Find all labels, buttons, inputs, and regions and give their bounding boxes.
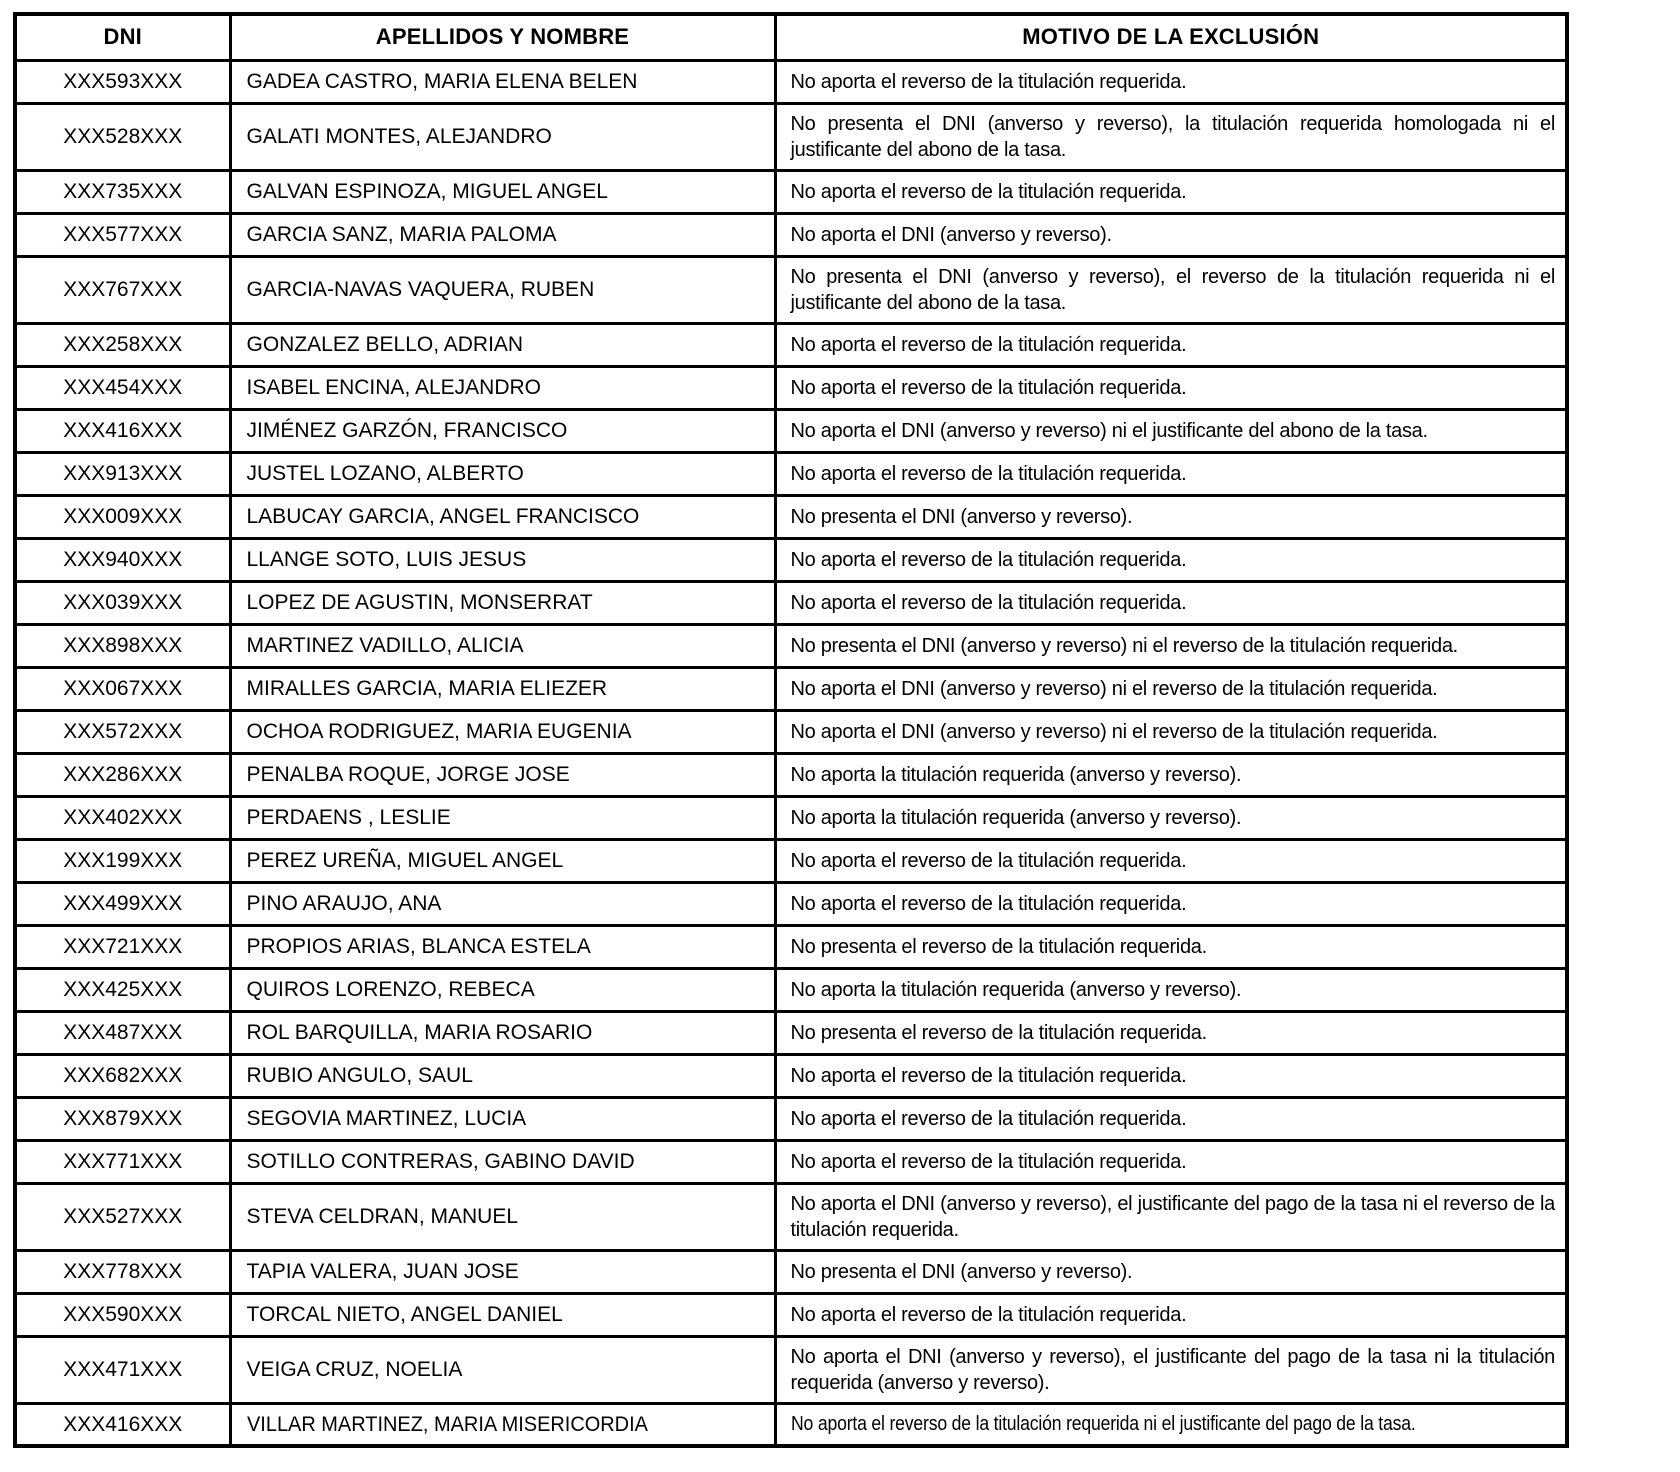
table-row bbox=[15, 452, 1567, 495]
motivo-text: No presenta el DNI (anverso y reverso), la titulación requerida homologada ni el justificante del abono de la tasa. bbox=[790, 112, 1555, 161]
table-row bbox=[15, 538, 1567, 581]
table-row bbox=[15, 839, 1567, 882]
name-cell bbox=[230, 1336, 775, 1403]
motivo-cell bbox=[775, 882, 1567, 925]
motivo-text: No aporta el reverso de la titulación requerida ni el justificante del pago de la tasa. bbox=[790, 1413, 1416, 1436]
motivo-cell bbox=[775, 1403, 1567, 1446]
motivo-cell bbox=[775, 1011, 1567, 1054]
name-text: TAPIA VALERA, JUAN JOSE bbox=[246, 1260, 519, 1283]
name-cell bbox=[230, 1293, 775, 1336]
motivo-text: No aporta el reverso de la titulación requerida. bbox=[790, 849, 1187, 872]
name-text: VEIGA CRUZ, NOELIA bbox=[246, 1358, 463, 1381]
name-text: ISABEL ENCINA, ALEJANDRO bbox=[246, 376, 541, 399]
table-row bbox=[15, 581, 1567, 624]
name-cell bbox=[230, 538, 775, 581]
dni-cell: XXX682XXX bbox=[15, 1054, 230, 1097]
motivo-cell bbox=[775, 667, 1567, 710]
motivo-cell bbox=[775, 103, 1567, 170]
name-cell bbox=[230, 968, 775, 1011]
motivo-cell bbox=[775, 796, 1567, 839]
motivo-cell bbox=[775, 710, 1567, 753]
dni-cell: XXX425XXX bbox=[15, 968, 230, 1011]
dni-cell: XXX721XXX bbox=[15, 925, 230, 968]
table-row bbox=[15, 882, 1567, 925]
dni-cell: XXX913XXX bbox=[15, 452, 230, 495]
dni-cell: XXX416XXX bbox=[15, 409, 230, 452]
name-text: JIMÉNEZ GARZÓN, FRANCISCO bbox=[246, 419, 568, 442]
name-cell bbox=[230, 409, 775, 452]
dni-cell: XXX487XXX bbox=[15, 1011, 230, 1054]
table-row bbox=[15, 323, 1567, 366]
table-row bbox=[15, 366, 1567, 409]
name-cell bbox=[230, 925, 775, 968]
table-header bbox=[15, 14, 1567, 60]
name-text: PENALBA ROQUE, JORGE JOSE bbox=[246, 763, 570, 786]
name-cell bbox=[230, 667, 775, 710]
table-row bbox=[15, 1011, 1567, 1054]
motivo-text: No aporta el DNI (anverso y reverso) ni el reverso de la titulación requerida. bbox=[790, 677, 1438, 700]
name-cell bbox=[230, 710, 775, 753]
motivo-cell bbox=[775, 581, 1567, 624]
name-cell bbox=[230, 1097, 775, 1140]
name-cell bbox=[230, 1183, 775, 1250]
name-text: GARCIA-NAVAS VAQUERA, RUBEN bbox=[246, 278, 595, 301]
name-text: PINO ARAUJO, ANA bbox=[246, 892, 442, 915]
name-cell bbox=[230, 452, 775, 495]
name-text: LOPEZ DE AGUSTIN, MONSERRAT bbox=[246, 591, 593, 614]
dni-cell: XXX286XXX bbox=[15, 753, 230, 796]
name-cell bbox=[230, 624, 775, 667]
table-row bbox=[15, 1183, 1567, 1250]
motivo-text: No aporta el reverso de la titulación requerida. bbox=[790, 892, 1187, 915]
table-header-row bbox=[15, 14, 1567, 60]
motivo-cell bbox=[775, 366, 1567, 409]
name-cell bbox=[230, 1250, 775, 1293]
motivo-text: No aporta el reverso de la titulación requerida. bbox=[790, 376, 1187, 399]
table-row bbox=[15, 103, 1567, 170]
name-text: QUIROS LORENZO, REBECA bbox=[246, 978, 535, 1001]
name-text: MARTINEZ VADILLO, ALICIA bbox=[246, 634, 524, 657]
column-header-dni: DNI bbox=[15, 14, 230, 60]
motivo-text: No aporta el reverso de la titulación requerida. bbox=[790, 548, 1187, 571]
motivo-text: No aporta el reverso de la titulación requerida. bbox=[790, 591, 1187, 614]
motivo-text: No aporta el DNI (anverso y reverso) ni el reverso de la titulación requerida. bbox=[790, 720, 1438, 743]
dni-cell: XXX199XXX bbox=[15, 839, 230, 882]
motivo-text: No aporta el reverso de la titulación requerida. bbox=[790, 1064, 1187, 1087]
dni-cell: XXX940XXX bbox=[15, 538, 230, 581]
name-text: OCHOA RODRIGUEZ, MARIA EUGENIA bbox=[246, 720, 632, 743]
motivo-text: No aporta el reverso de la titulación requerida. bbox=[790, 180, 1187, 203]
motivo-text: No aporta la titulación requerida (anverso y reverso). bbox=[790, 806, 1242, 829]
name-cell bbox=[230, 753, 775, 796]
motivo-cell bbox=[775, 1054, 1567, 1097]
motivo-cell bbox=[775, 1250, 1567, 1293]
dni-cell: XXX898XXX bbox=[15, 624, 230, 667]
name-cell bbox=[230, 366, 775, 409]
name-text: JUSTEL LOZANO, ALBERTO bbox=[246, 462, 524, 485]
name-cell bbox=[230, 60, 775, 103]
table-row bbox=[15, 968, 1567, 1011]
name-cell bbox=[230, 256, 775, 323]
name-text: PROPIOS ARIAS, BLANCA ESTELA bbox=[246, 935, 591, 958]
name-text: GALATI MONTES, ALEJANDRO bbox=[246, 125, 552, 148]
name-text: VILLAR MARTINEZ, MARIA MISERICORDIA bbox=[246, 1412, 648, 1436]
table-row bbox=[15, 624, 1567, 667]
table-row bbox=[15, 170, 1567, 213]
name-cell bbox=[230, 1140, 775, 1183]
name-cell bbox=[230, 323, 775, 366]
motivo-cell bbox=[775, 624, 1567, 667]
dni-cell: XXX039XXX bbox=[15, 581, 230, 624]
table-row bbox=[15, 796, 1567, 839]
motivo-cell bbox=[775, 1183, 1567, 1250]
table-row bbox=[15, 1097, 1567, 1140]
table-row bbox=[15, 753, 1567, 796]
name-text: GONZALEZ BELLO, ADRIAN bbox=[246, 333, 524, 356]
motivo-cell bbox=[775, 213, 1567, 256]
dni-cell: XXX527XXX bbox=[15, 1183, 230, 1250]
motivo-cell bbox=[775, 1097, 1567, 1140]
motivo-cell bbox=[775, 968, 1567, 1011]
table-body bbox=[15, 60, 1567, 1446]
motivo-text: No aporta el reverso de la titulación requerida. bbox=[790, 1107, 1187, 1130]
motivo-text: No aporta el reverso de la titulación requerida. bbox=[790, 462, 1187, 485]
name-cell bbox=[230, 1011, 775, 1054]
name-cell bbox=[230, 882, 775, 925]
motivo-cell bbox=[775, 839, 1567, 882]
name-text: TORCAL NIETO, ANGEL DANIEL bbox=[246, 1303, 563, 1326]
dni-cell: XXX572XXX bbox=[15, 710, 230, 753]
column-header-motivo-exclusion: MOTIVO DE LA EXCLUSIÓN bbox=[775, 14, 1567, 60]
table-row bbox=[15, 667, 1567, 710]
dni-cell: XXX735XXX bbox=[15, 170, 230, 213]
motivo-text: No aporta el reverso de la titulación requerida. bbox=[790, 1303, 1187, 1326]
column-header-apellidos-nombre: APELLIDOS Y NOMBRE bbox=[230, 14, 775, 60]
motivo-text: No presenta el DNI (anverso y reverso). bbox=[790, 1260, 1133, 1283]
motivo-text: No aporta la titulación requerida (anverso y reverso). bbox=[790, 763, 1242, 786]
name-text: MIRALLES GARCIA, MARIA ELIEZER bbox=[246, 677, 608, 700]
motivo-cell bbox=[775, 60, 1567, 103]
motivo-text: No aporta el DNI (anverso y reverso) ni el justificante del abono de la tasa. bbox=[790, 419, 1428, 442]
name-text: LABUCAY GARCIA, ANGEL FRANCISCO bbox=[246, 505, 640, 528]
name-cell bbox=[230, 1054, 775, 1097]
table-row bbox=[15, 1140, 1567, 1183]
motivo-text: No aporta el reverso de la titulación requerida. bbox=[790, 70, 1187, 93]
name-cell bbox=[230, 839, 775, 882]
name-cell bbox=[230, 581, 775, 624]
table-row bbox=[15, 495, 1567, 538]
dni-cell: XXX454XXX bbox=[15, 366, 230, 409]
name-text: LLANGE SOTO, LUIS JESUS bbox=[246, 548, 527, 571]
motivo-cell bbox=[775, 170, 1567, 213]
name-cell bbox=[230, 796, 775, 839]
motivo-text: No presenta el DNI (anverso y reverso), el reverso de la titulación requerida ni el justificante del abono de la tasa. bbox=[790, 265, 1555, 314]
name-text: GADEA CASTRO, MARIA ELENA BELEN bbox=[246, 70, 638, 93]
name-cell bbox=[230, 103, 775, 170]
motivo-text: No aporta el DNI (anverso y reverso), el justificante del pago de la tasa ni el reverso de la titulación requerida. bbox=[790, 1192, 1555, 1241]
table-row bbox=[15, 1403, 1567, 1446]
dni-cell: XXX577XXX bbox=[15, 213, 230, 256]
dni-cell: XXX402XXX bbox=[15, 796, 230, 839]
motivo-text: No aporta el DNI (anverso y reverso). bbox=[790, 223, 1112, 246]
dni-cell: XXX879XXX bbox=[15, 1097, 230, 1140]
dni-cell: XXX771XXX bbox=[15, 1140, 230, 1183]
table-row bbox=[15, 409, 1567, 452]
name-text: PEREZ UREÑA, MIGUEL ANGEL bbox=[246, 849, 564, 872]
dni-cell: XXX009XXX bbox=[15, 495, 230, 538]
motivo-text: No aporta el DNI (anverso y reverso), el justificante del pago de la tasa ni la titulación requerida (anverso y reverso). bbox=[790, 1345, 1555, 1394]
motivo-cell bbox=[775, 538, 1567, 581]
table-row bbox=[15, 1054, 1567, 1097]
table-row bbox=[15, 213, 1567, 256]
motivo-text: No aporta el reverso de la titulación requerida. bbox=[790, 1150, 1187, 1173]
motivo-text: No presenta el DNI (anverso y reverso). bbox=[790, 505, 1133, 528]
name-text: SEGOVIA MARTINEZ, LUCIA bbox=[246, 1107, 527, 1130]
dni-cell: XXX258XXX bbox=[15, 323, 230, 366]
table-row bbox=[15, 60, 1567, 103]
motivo-text: No presenta el reverso de la titulación requerida. bbox=[790, 1021, 1207, 1044]
name-text: STEVA CELDRAN, MANUEL bbox=[246, 1205, 519, 1228]
name-text: GALVAN ESPINOZA, MIGUEL ANGEL bbox=[246, 180, 608, 203]
dni-cell: XXX593XXX bbox=[15, 60, 230, 103]
table-row bbox=[15, 256, 1567, 323]
table-row bbox=[15, 1336, 1567, 1403]
name-text: PERDAENS , LESLIE bbox=[246, 806, 451, 829]
motivo-text: No presenta el reverso de la titulación requerida. bbox=[790, 935, 1207, 958]
name-cell bbox=[230, 213, 775, 256]
table-row bbox=[15, 1250, 1567, 1293]
name-cell bbox=[230, 170, 775, 213]
motivo-text: No aporta la titulación requerida (anverso y reverso). bbox=[790, 978, 1242, 1001]
name-text: GARCIA SANZ, MARIA PALOMA bbox=[246, 223, 557, 246]
table-row bbox=[15, 925, 1567, 968]
dni-cell: XXX528XXX bbox=[15, 103, 230, 170]
motivo-text: No aporta el reverso de la titulación requerida. bbox=[790, 333, 1187, 356]
motivo-cell bbox=[775, 323, 1567, 366]
name-text: SOTILLO CONTRERAS, GABINO DAVID bbox=[246, 1150, 635, 1173]
name-text: ROL BARQUILLA, MARIA ROSARIO bbox=[246, 1021, 593, 1044]
motivo-cell bbox=[775, 256, 1567, 323]
name-cell bbox=[230, 495, 775, 538]
motivo-text: No presenta el DNI (anverso y reverso) ni el reverso de la titulación requerida. bbox=[790, 634, 1458, 657]
motivo-cell bbox=[775, 1293, 1567, 1336]
dni-cell: XXX767XXX bbox=[15, 256, 230, 323]
motivo-cell bbox=[775, 452, 1567, 495]
motivo-cell bbox=[775, 925, 1567, 968]
name-text: RUBIO ANGULO, SAUL bbox=[246, 1064, 473, 1087]
motivo-cell bbox=[775, 409, 1567, 452]
motivo-cell bbox=[775, 495, 1567, 538]
table-row bbox=[15, 710, 1567, 753]
dni-cell: XXX499XXX bbox=[15, 882, 230, 925]
exclusion-table bbox=[13, 12, 1569, 1448]
dni-cell: XXX590XXX bbox=[15, 1293, 230, 1336]
motivo-cell bbox=[775, 1336, 1567, 1403]
dni-cell: XXX471XXX bbox=[15, 1336, 230, 1403]
motivo-cell bbox=[775, 1140, 1567, 1183]
name-cell bbox=[230, 1403, 775, 1446]
motivo-cell bbox=[775, 753, 1567, 796]
table-row bbox=[15, 1293, 1567, 1336]
dni-cell: XXX416XXX bbox=[15, 1403, 230, 1446]
dni-cell: XXX778XXX bbox=[15, 1250, 230, 1293]
dni-cell: XXX067XXX bbox=[15, 667, 230, 710]
